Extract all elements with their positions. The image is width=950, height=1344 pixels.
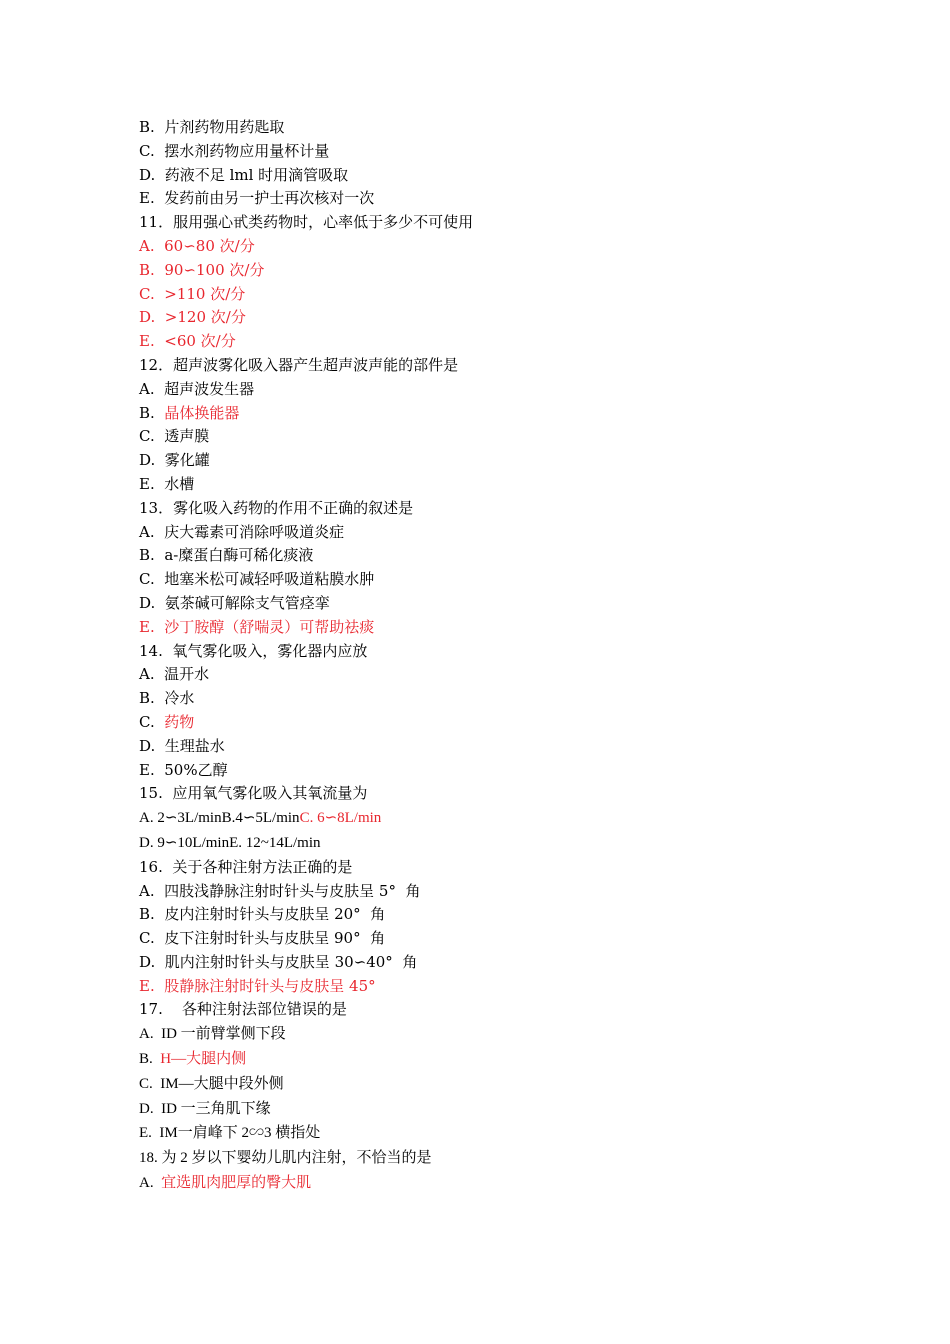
line-text: 17. 各种注射法部位错误的是 [139,1000,347,1019]
text-line [139,903,839,927]
line-text: B. 片剂药物用药匙取 [139,118,285,136]
question-list [139,116,839,1196]
line-text: C. 皮下注射时针头与皮肤呈 90° 角 [139,929,386,948]
text-line [139,975,839,999]
line-text: 14. 氧气雾化吸入，雾化器内应放 [139,641,368,660]
text-line [139,663,839,687]
line-text: E. 水槽 [139,474,195,493]
line-text: A. 四肢浅静脉注射时针头与皮肤呈 5° 角 [139,881,421,900]
text-line [139,1121,839,1146]
line-text: C. [139,712,165,731]
line-text: C. IM—大腿中段外侧 [139,1075,284,1092]
line-text: D. 肌内注射时针头与皮肤呈 30∽40° 角 [139,952,418,971]
text-line [139,998,839,1022]
line-text: A. 温开水 [139,665,210,684]
line-text: B. [139,403,165,422]
line-text: D. 氨茶碱可解除支气管痉挛 [139,593,330,612]
text-line [139,951,839,975]
text-line [139,544,839,568]
text-line [139,521,839,545]
text-line [139,568,839,592]
line-text: 12．超声波雾化吸入器产生超声波声能的部件是 [139,355,459,374]
line-text: E. IM一肩峰下 2∽3 横指处 [139,1125,321,1142]
line-text: 16. 关于各种注射方法正确的是 [139,857,353,876]
line-text: A. ID 一前臂掌侧下段 [139,1026,286,1043]
line-text: B. a-糜蛋白酶可稀化痰液 [139,546,314,565]
line-text: E. 50%乙醇 [139,760,228,779]
text-line [139,306,839,330]
line-text: C. 摆水剂药物应用量杯计量 [139,141,330,160]
text-line [139,473,839,497]
text-line [139,759,839,783]
line-text: 15. 应用氧气雾化吸入其氧流量为 [139,784,368,803]
line-text: E. 发药前由另一护士再次核对一次 [139,189,375,208]
line-text: E. 沙丁胺醇（舒喘灵）可帮助祛痰 [139,617,375,636]
line-text: 11．服用强心甙类药物时，心率低于多少不可使用 [139,213,474,232]
line-text: D. >120 次/分 [139,308,246,327]
answer-text: H—大腿内侧 [160,1051,247,1068]
line-text: B. 90∽100 次/分 [139,260,265,279]
text-line [139,354,839,378]
line-text: E. 股静脉注射时针头与皮肤呈 45° [139,976,376,995]
text-line [139,1022,839,1047]
line-text: D. ID 一三角肌下缘 [139,1100,271,1117]
line-text: E. <60 次/分 [139,332,236,351]
text-line [139,235,839,259]
text-line [139,1146,839,1171]
text-line [139,592,839,616]
line-text: D. 9∽10L/minE. 12~14L/min [139,834,321,851]
text-line [139,449,839,473]
line-text: B. 皮内注射时针头与皮肤呈 20° 角 [139,905,386,924]
line-text: C. >110 次/分 [139,284,246,303]
answer-text: 药物 [164,712,195,731]
text-line [139,164,839,188]
text-line [139,806,839,831]
text-line [139,856,839,880]
answer-text: C. 6∽8L/min [299,810,382,827]
answer-text: 晶体换能器 [164,403,240,422]
text-line [139,735,839,759]
line-text: A. 60∽80 次/分 [139,236,255,255]
text-line [139,1072,839,1097]
text-line [139,283,839,307]
line-text: A. [139,1175,162,1192]
text-line [139,1171,839,1196]
line-text: C. 地塞米松可减轻呼吸道粘膜水肿 [139,570,375,589]
text-line [139,927,839,951]
text-line [139,116,839,140]
line-text: B. [139,1051,161,1068]
text-line [139,140,839,164]
text-line [139,330,839,354]
text-line [139,259,839,283]
line-text: A. 2∽3L/minB.4∽5L/min [139,810,300,827]
text-line [139,187,839,211]
answer-text: 宜选肌肉肥厚的臀大肌 [161,1175,312,1192]
text-line [139,880,839,904]
line-text: 13．雾化吸入药物的作用不正确的叙述是 [139,498,414,517]
line-text: A. 庆大霉素可消除呼吸道炎症 [139,522,345,541]
line-text: D. 生理盐水 [139,736,225,755]
line-text: 18. 为 2 岁以下婴幼儿肌内注射，不恰当的是 [139,1150,432,1167]
line-text: B. 冷水 [139,689,195,708]
text-line [139,378,839,402]
text-line [139,402,839,426]
text-line [139,425,839,449]
text-line [139,1097,839,1122]
text-line [139,711,839,735]
text-line [139,640,839,664]
text-line [139,782,839,806]
line-text: A. 超声波发生器 [139,379,255,398]
text-line [139,687,839,711]
line-text: D. 雾化罐 [139,451,210,470]
text-line [139,831,839,856]
text-line [139,616,839,640]
text-line [139,497,839,521]
text-line [139,1047,839,1072]
line-text: D. 药液不足 lml 时用滴管吸取 [139,165,349,184]
line-text: C. 透声膜 [139,427,210,446]
text-line [139,211,839,235]
